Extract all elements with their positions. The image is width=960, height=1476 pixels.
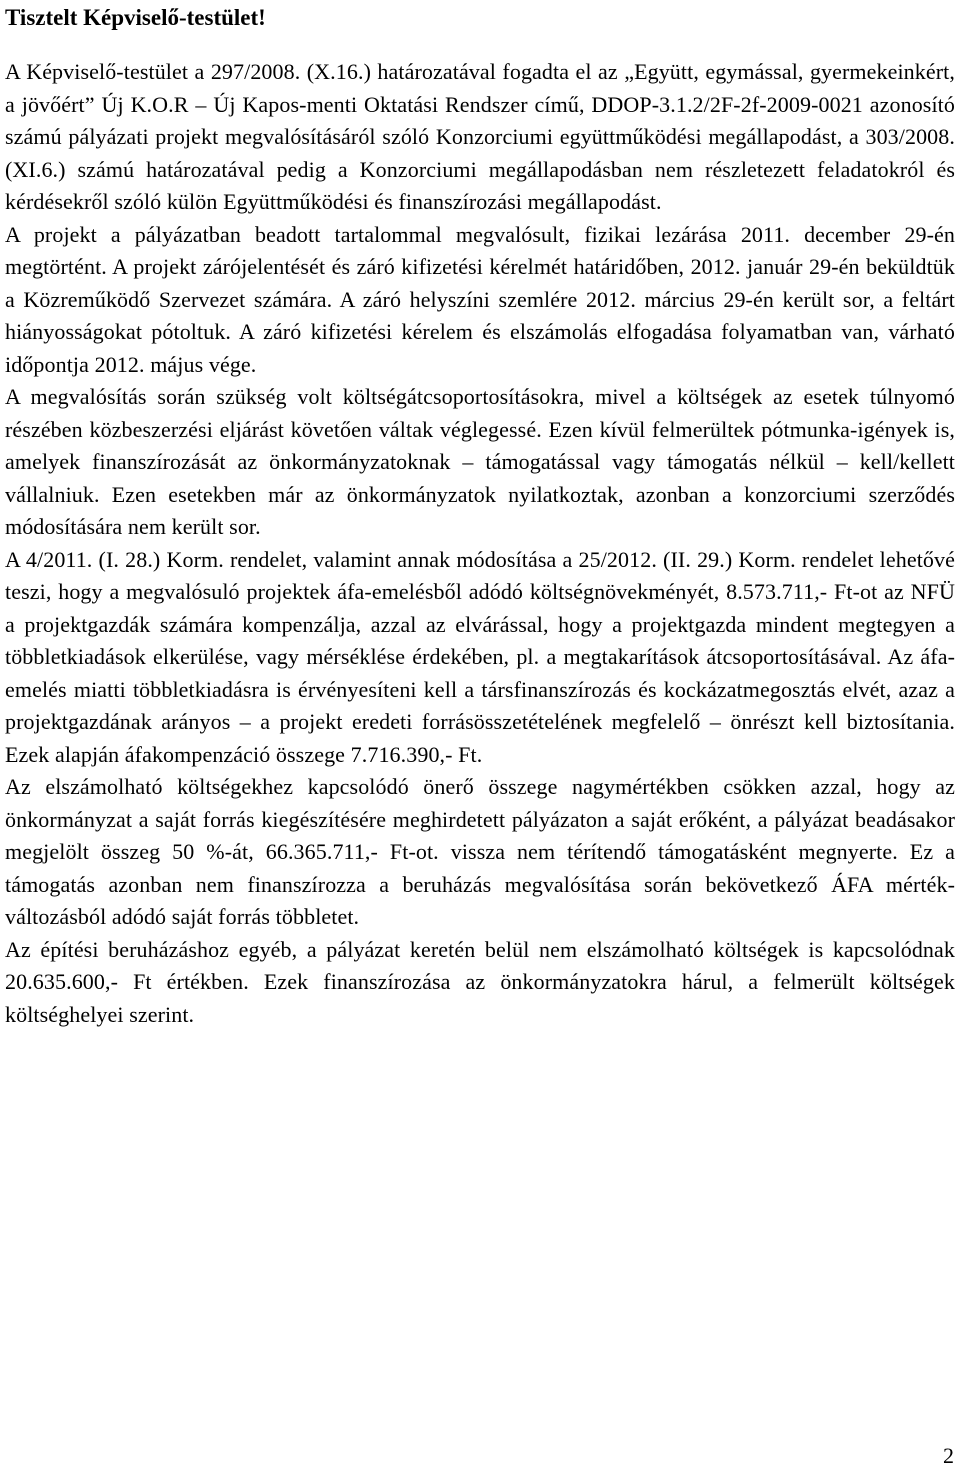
- paragraph-own-contribution: Az elszámolható költségekhez kapcsolódó önerő összege nagymértékben csökken azzal, hogy az önkormányzat a saját forrás kiegészítésére meghirdetett pályázaton a saját erőként, a pályázat beadásakor megjelölt összeg 50 %-át, 66.365.711,- Ft-ot. vissza nem térítendő támogatásként megnyerte. Ez a támogatás azonban nem finanszírozza a beruházás megvalósítása során bekövetkező ÁFA mérték-változásból adódó saját forrás többletet.: [5, 774, 955, 929]
- paragraph-cost-reallocation: A megvalósítás során szükség volt költségátcsoportosításokra, mivel a költségek az esetek túlnyomó részében közbeszerzési eljárást követően váltak véglegessé. Ezen kívül felmerültek pótmunka-igények is, amelyek finanszírozását az önkormányzatoknak – támogatással vagy támogatás nélkül – kell/kellett vállalniuk. Ezen esetekben már az önkormányzatok nyilatkoztak, azonban a konzorciumi szerződés módosítására nem került sor.: [5, 384, 955, 539]
- paragraph-ineligible-costs: Az építési beruházáshoz egyéb, a pályázat keretén belül nem elszámolható költségek is kapcsolódnak 20.635.600,- Ft értékben. Ezek finanszírozása az önkormányzatokra hárul, a felmerült költségek költséghelyei szerint.: [5, 936, 955, 1027]
- document-heading: Tisztelt Képviselő-testület!: [5, 5, 266, 30]
- paragraph-resolution: A Képviselő-testület a 297/2008. (X.16.) határozatával fogadta el az „Együtt, egymással, gyermekeinkért, a jövőért” Új K.O.R – Új Kapos-menti Oktatási Rendszer című, DDOP-3.1.2/2F-2f-2009-0021 azonosító számú pályázati projekt megvalósításáról szóló Konzorciumi együttműködési megállapodást, a 303/2008.(XI.6.) számú határozatával pedig a Konzorciumi megállapodásban nem részletezett feladatokról és kérdésekről szóló külön Együttműködési és finanszírozási megállapodást.: [5, 59, 955, 214]
- page-number: 2: [943, 1443, 954, 1468]
- paragraph-project-status: A projekt a pályázatban beadott tartalommal megvalósult, fizikai lezárása 2011. december 29-én megtörtént. A projekt zárójelentését és záró kifizetési kérelmét határidőben, 2012. január 29-én beküldtük a Közreműködő Szervezet számára. A záró helyszíni szemlére 2012. március 29-én került sor, a feltárt hiányosságokat pótoltuk. A záró kifizetési kérelem és elszámolás elfogadása folyamatban van, várható időpontja 2012. május vége.: [5, 221, 955, 377]
- document-page: [5, 0, 955, 1031]
- paragraph-vat-compensation: A 4/2011. (I. 28.) Korm. rendelet, valamint annak módosítása a 25/2012. (II. 29.) Korm. rendelet lehetővé teszi, hogy a megvalósuló projektek áfa-emelésből adódó költségnövekményét, 8.573.711,- Ft-ot az NFÜ a projektgazdák számára kompenzálja, azzal az elvárással, hogy a projektgazda mindent megtegyen a többletkiadások elkerülése, vagy mérséklése érdekében, pl. a megtakarítások átcsoportosításával. Az áfa-emelés miatti többletkiadásra is érvényesíteni kell a társfinanszírozás és kockázatmegosztás elvét, azaz a projektgazdának arányos – a projekt eredeti forrásösszetételének megfelelő – önrészt kell biztosítania. Ezek alapján áfakompenzáció összege 7.716.390,- Ft.: [5, 546, 955, 767]
